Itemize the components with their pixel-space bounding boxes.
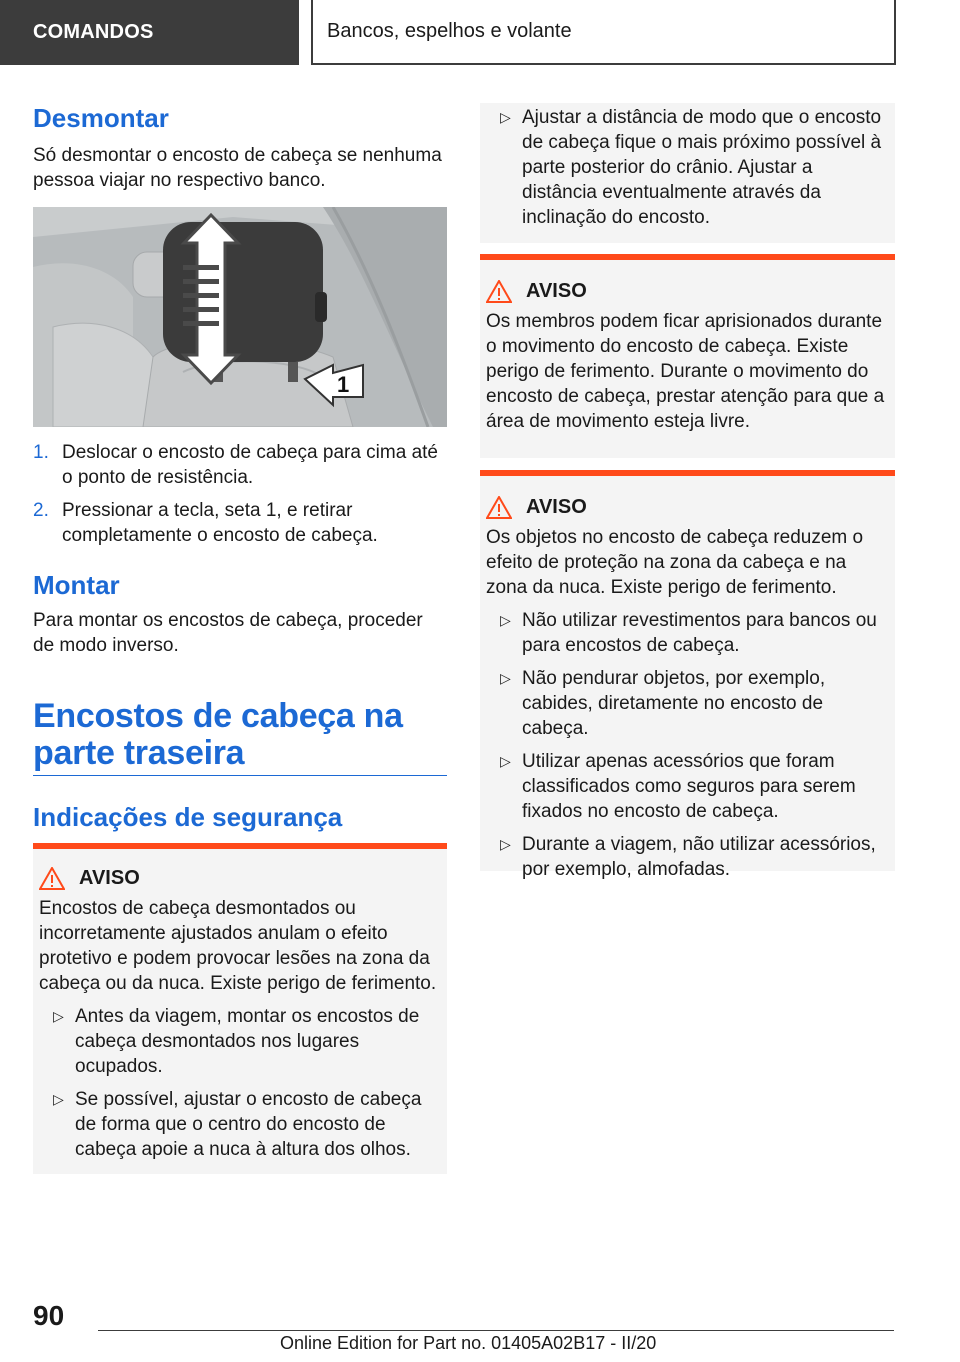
steps-list xyxy=(33,440,447,548)
step-number: 1. xyxy=(33,442,49,463)
continued-item-text: Ajustar a distância de modo que o encosto de cabeça fique o mais próximo possível à parte posterior do crânio. Ajustar a distância eventualmente através da inclinação do encosto. xyxy=(522,107,882,228)
warning-heading xyxy=(486,496,889,519)
section-rule xyxy=(33,775,447,776)
list-item xyxy=(33,440,447,490)
headrest-illustration xyxy=(33,207,447,427)
section-heading: Encostos de cabeça na parte traseira xyxy=(33,697,403,772)
footer-rule xyxy=(98,1330,894,1331)
warning-item-text: Se possível, ajustar o encosto de cabeça de forma que o centro do encosto de cabeça apoie a nuca à altura dos olhos. xyxy=(75,1089,422,1160)
heading-montar: Montar xyxy=(33,570,120,600)
chapter-title: Bancos, espelhos e volante xyxy=(327,20,572,42)
warning-box xyxy=(480,476,895,880)
list-item xyxy=(486,832,889,882)
warning-text: Os membros podem ficar aprisionados durante o movimento do encosto de cabeça. Existe perigo de ferimento. Durante o movimento do encosto de cabeça, prestar atenção para que a área de movimento esteja livre. xyxy=(486,311,885,432)
warning-heading xyxy=(39,867,441,890)
bullet-triangle-icon: ▷ xyxy=(500,753,511,769)
montar-text: Para montar os encostos de cabeça, proceder de modo inverso. xyxy=(33,610,423,656)
desmontar-text: Só desmontar o encosto de cabeça se nenhuma pessoa viajar no respectivo banco. xyxy=(33,145,442,191)
warning-title: AVISO xyxy=(526,496,587,518)
list-item xyxy=(39,1004,441,1079)
warning-title: AVISO xyxy=(79,867,140,889)
bullet-triangle-icon: ▷ xyxy=(500,670,511,686)
warning-item-text: Durante a viagem, não utilizar acessórios, por exemplo, almofadas. xyxy=(522,834,876,880)
step-number: 2. xyxy=(33,500,49,521)
section-title: COMANDOS xyxy=(33,21,154,43)
warning-heading xyxy=(486,280,889,303)
warning-triangle-icon xyxy=(486,496,512,519)
bullet-triangle-icon: ▷ xyxy=(53,1091,64,1107)
list-item xyxy=(39,1087,441,1162)
heading-safety: Indicações de segurança xyxy=(33,802,343,832)
continued-box xyxy=(480,103,895,243)
warning-item-text: Antes da viagem, montar os encostos de cabeça desmontados nos lugares ocupados. xyxy=(75,1006,420,1077)
list-item xyxy=(486,666,889,741)
warning-item-text: Não utilizar revestimentos para bancos ou para encostos de cabeça. xyxy=(522,610,877,656)
bullet-triangle-icon: ▷ xyxy=(500,836,511,852)
warning-triangle-icon xyxy=(39,867,65,890)
warning-text: Encostos de cabeça desmontados ou incorretamente ajustados anulam o efeito protetivo e podem provocar lesões na zona da cabeça ou da nuca. Existe perigo de ferimento. xyxy=(39,898,437,994)
list-item xyxy=(486,105,889,230)
list-item xyxy=(486,608,889,658)
step-text: Deslocar o encosto de cabeça para cima até o ponto de resistência. xyxy=(62,442,438,488)
edition-text: Online Edition for Part no. 01405A02B17 - II/20 xyxy=(280,1333,657,1353)
chapter-tab xyxy=(311,0,896,65)
heading-desmontar: Desmontar xyxy=(33,103,169,133)
warning-triangle-icon xyxy=(486,280,512,303)
warning-box xyxy=(480,260,895,458)
section-tab xyxy=(0,0,299,65)
list-item xyxy=(486,749,889,824)
warning-box xyxy=(33,849,447,1174)
bullet-triangle-icon: ▷ xyxy=(500,109,511,125)
figure-callout-1: 1 xyxy=(337,372,350,397)
bullet-triangle-icon: ▷ xyxy=(53,1008,64,1024)
bullet-triangle-icon: ▷ xyxy=(500,612,511,628)
warning-item-text: Não pendurar objetos, por exemplo, cabides, diretamente no encosto de cabeça. xyxy=(522,668,826,739)
page-number: 90 xyxy=(33,1300,65,1331)
warning-item-text: Utilizar apenas acessórios que foram classificados como seguros para serem fixados no encosto de cabeça. xyxy=(522,751,856,822)
step-text: Pressionar a tecla, seta 1, e retirar completamente o encosto de cabeça. xyxy=(62,500,378,546)
list-item xyxy=(33,498,447,548)
headrest-figure xyxy=(33,207,447,427)
warning-text: Os objetos no encosto de cabeça reduzem o efeito de proteção na zona da cabeça e na zona da nuca. Existe perigo de ferimento. xyxy=(486,527,864,598)
warning-title: AVISO xyxy=(526,280,587,302)
